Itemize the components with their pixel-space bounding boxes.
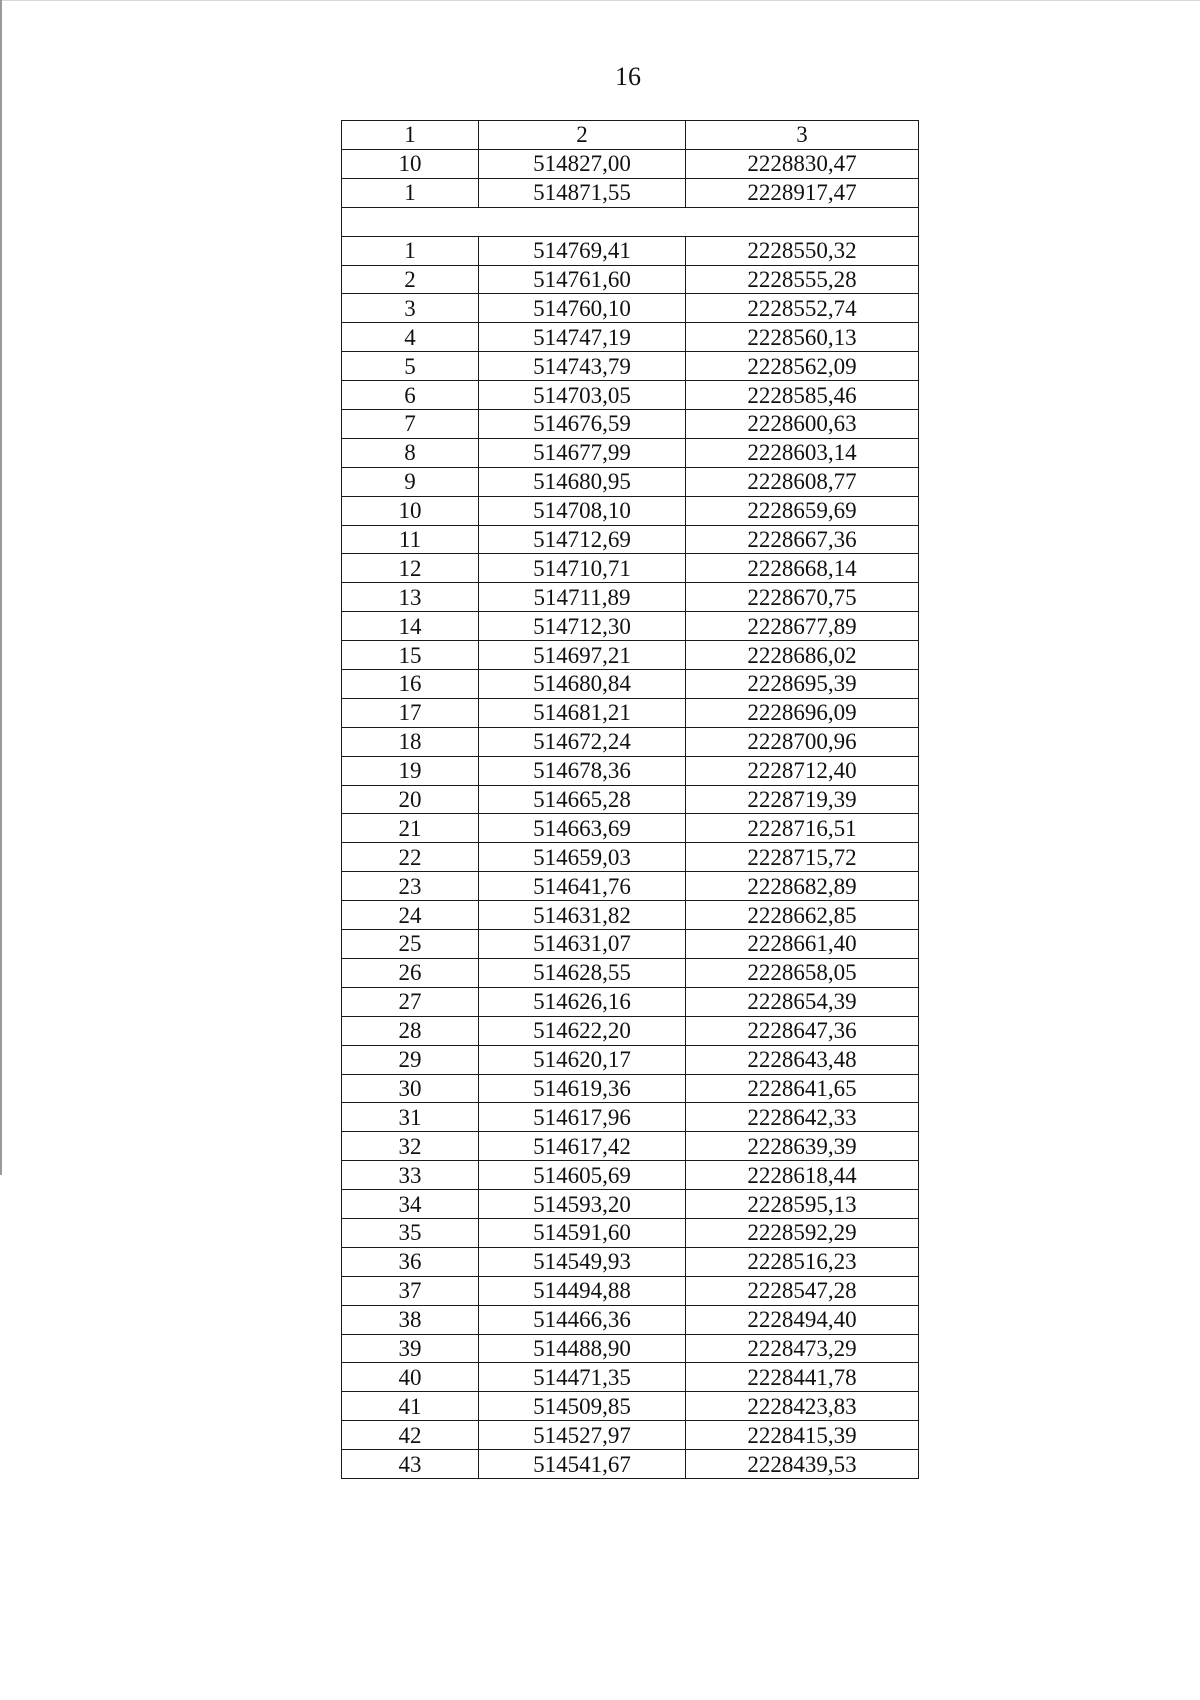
table-row <box>342 1392 919 1421</box>
point-number-cell: 1 <box>342 178 479 207</box>
table-row <box>342 670 919 699</box>
y-coordinate-cell: 2228547,28 <box>686 1276 919 1305</box>
y-coordinate-cell: 2228595,13 <box>686 1190 919 1219</box>
table-row <box>342 1363 919 1392</box>
y-coordinate-cell: 2228608,77 <box>686 467 919 496</box>
x-coordinate-cell: 514619,36 <box>479 1074 686 1103</box>
table-row <box>342 756 919 785</box>
point-number-cell: 8 <box>342 438 479 467</box>
point-number-cell: 20 <box>342 785 479 814</box>
point-number-cell: 32 <box>342 1132 479 1161</box>
x-coordinate-cell: 514761,60 <box>479 265 686 294</box>
table-row <box>342 1450 919 1479</box>
point-number-cell: 15 <box>342 641 479 670</box>
y-coordinate-cell: 2228716,51 <box>686 814 919 843</box>
x-coordinate-cell: 514871,55 <box>479 178 686 207</box>
page-number: 16 <box>615 62 641 91</box>
point-number-cell: 22 <box>342 843 479 872</box>
point-number-cell: 24 <box>342 901 479 930</box>
y-coordinate-cell: 2228686,02 <box>686 641 919 670</box>
y-coordinate-cell: 2228677,89 <box>686 612 919 641</box>
point-number-cell: 43 <box>342 1450 479 1479</box>
y-coordinate-cell: 2228643,48 <box>686 1045 919 1074</box>
point-number-cell: 36 <box>342 1247 479 1276</box>
point-number-cell: 41 <box>342 1392 479 1421</box>
table-row <box>342 785 919 814</box>
table-row <box>342 438 919 467</box>
y-coordinate-cell: 2228662,85 <box>686 901 919 930</box>
x-coordinate-cell: 514663,69 <box>479 814 686 843</box>
y-coordinate-cell: 2228642,33 <box>686 1103 919 1132</box>
y-coordinate-cell: 2228715,72 <box>686 843 919 872</box>
point-number-cell: 18 <box>342 727 479 756</box>
table-row <box>342 583 919 612</box>
x-coordinate-cell: 514711,89 <box>479 583 686 612</box>
x-coordinate-cell: 514827,00 <box>479 149 686 178</box>
y-coordinate-cell: 2228658,05 <box>686 958 919 987</box>
point-number-cell: 33 <box>342 1161 479 1190</box>
x-coordinate-cell: 514712,30 <box>479 612 686 641</box>
x-coordinate-cell: 514678,36 <box>479 756 686 785</box>
x-coordinate-cell: 514703,05 <box>479 381 686 410</box>
table-row <box>342 265 919 294</box>
table-row <box>342 641 919 670</box>
y-coordinate-cell: 2228552,74 <box>686 294 919 323</box>
x-coordinate-cell: 514672,24 <box>479 727 686 756</box>
x-coordinate-cell: 514471,35 <box>479 1363 686 1392</box>
table-row <box>342 1045 919 1074</box>
x-coordinate-cell: 514617,42 <box>479 1132 686 1161</box>
y-coordinate-cell: 2228917,47 <box>686 178 919 207</box>
table-row <box>342 1074 919 1103</box>
x-coordinate-cell: 514708,10 <box>479 496 686 525</box>
table-row <box>342 1247 919 1276</box>
table-row <box>342 1421 919 1450</box>
table-row <box>342 410 919 439</box>
table-row <box>342 554 919 583</box>
header-cell-x: 2 <box>479 121 686 150</box>
y-coordinate-cell: 2228550,32 <box>686 236 919 265</box>
scan-edge-left <box>0 0 2 1175</box>
x-coordinate-cell: 514680,95 <box>479 467 686 496</box>
table-row <box>342 1218 919 1247</box>
x-coordinate-cell: 514676,59 <box>479 410 686 439</box>
y-coordinate-cell: 2228639,39 <box>686 1132 919 1161</box>
y-coordinate-cell: 2228603,14 <box>686 438 919 467</box>
x-coordinate-cell: 514488,90 <box>479 1334 686 1363</box>
x-coordinate-cell: 514494,88 <box>479 1276 686 1305</box>
y-coordinate-cell: 2228668,14 <box>686 554 919 583</box>
y-coordinate-cell: 2228719,39 <box>686 785 919 814</box>
y-coordinate-cell: 2228439,53 <box>686 1450 919 1479</box>
table-row <box>342 1334 919 1363</box>
point-number-cell: 34 <box>342 1190 479 1219</box>
table-row <box>342 323 919 352</box>
x-coordinate-cell: 514659,03 <box>479 843 686 872</box>
point-number-cell: 27 <box>342 987 479 1016</box>
y-coordinate-cell: 2228600,63 <box>686 410 919 439</box>
table-row <box>342 987 919 1016</box>
x-coordinate-cell: 514509,85 <box>479 1392 686 1421</box>
y-coordinate-cell: 2228654,39 <box>686 987 919 1016</box>
header-cell-y: 3 <box>686 121 919 150</box>
y-coordinate-cell: 2228667,36 <box>686 525 919 554</box>
table-row <box>342 149 919 178</box>
table-row <box>342 178 919 207</box>
point-number-cell: 19 <box>342 756 479 785</box>
point-number-cell: 37 <box>342 1276 479 1305</box>
y-coordinate-cell: 2228585,46 <box>686 381 919 410</box>
table-row <box>342 1161 919 1190</box>
x-coordinate-cell: 514620,17 <box>479 1045 686 1074</box>
table-row <box>342 1305 919 1334</box>
table-row <box>342 496 919 525</box>
y-coordinate-cell: 2228441,78 <box>686 1363 919 1392</box>
table-row <box>342 1276 919 1305</box>
y-coordinate-cell: 2228647,36 <box>686 1016 919 1045</box>
x-coordinate-cell: 514697,21 <box>479 641 686 670</box>
table-row <box>342 698 919 727</box>
point-number-cell: 17 <box>342 698 479 727</box>
point-number-cell: 11 <box>342 525 479 554</box>
x-coordinate-cell: 514681,21 <box>479 698 686 727</box>
table-row <box>342 612 919 641</box>
x-coordinate-cell: 514541,67 <box>479 1450 686 1479</box>
x-coordinate-cell: 514631,82 <box>479 901 686 930</box>
y-coordinate-cell: 2228560,13 <box>686 323 919 352</box>
x-coordinate-cell: 514641,76 <box>479 872 686 901</box>
x-coordinate-cell: 514677,99 <box>479 438 686 467</box>
y-coordinate-cell: 2228659,69 <box>686 496 919 525</box>
x-coordinate-cell: 514760,10 <box>479 294 686 323</box>
x-coordinate-cell: 514591,60 <box>479 1218 686 1247</box>
y-coordinate-cell: 2228618,44 <box>686 1161 919 1190</box>
point-number-cell: 9 <box>342 467 479 496</box>
point-number-cell: 35 <box>342 1218 479 1247</box>
y-coordinate-cell: 2228494,40 <box>686 1305 919 1334</box>
point-number-cell: 2 <box>342 265 479 294</box>
table-row <box>342 525 919 554</box>
x-coordinate-cell: 514631,07 <box>479 930 686 959</box>
y-coordinate-cell: 2228555,28 <box>686 265 919 294</box>
x-coordinate-cell: 514617,96 <box>479 1103 686 1132</box>
point-number-cell: 25 <box>342 930 479 959</box>
point-number-cell: 3 <box>342 294 479 323</box>
table-row <box>342 352 919 381</box>
y-coordinate-cell: 2228592,29 <box>686 1218 919 1247</box>
x-coordinate-cell: 514628,55 <box>479 958 686 987</box>
table-row <box>342 236 919 265</box>
x-coordinate-cell: 514769,41 <box>479 236 686 265</box>
y-coordinate-cell: 2228516,23 <box>686 1247 919 1276</box>
coordinates-table-body <box>342 121 919 1479</box>
table-header-row <box>342 121 919 150</box>
table-row <box>342 814 919 843</box>
point-number-cell: 38 <box>342 1305 479 1334</box>
x-coordinate-cell: 514712,69 <box>479 525 686 554</box>
y-coordinate-cell: 2228670,75 <box>686 583 919 612</box>
point-number-cell: 10 <box>342 149 479 178</box>
x-coordinate-cell: 514710,71 <box>479 554 686 583</box>
table-row <box>342 843 919 872</box>
point-number-cell: 1 <box>342 236 479 265</box>
table-row <box>342 1103 919 1132</box>
table-row <box>342 467 919 496</box>
x-coordinate-cell: 514593,20 <box>479 1190 686 1219</box>
point-number-cell: 4 <box>342 323 479 352</box>
y-coordinate-cell: 2228682,89 <box>686 872 919 901</box>
table-row <box>342 1190 919 1219</box>
table-row <box>342 958 919 987</box>
x-coordinate-cell: 514605,69 <box>479 1161 686 1190</box>
coordinates-table <box>341 120 919 1479</box>
point-number-cell: 5 <box>342 352 479 381</box>
y-coordinate-cell: 2228423,83 <box>686 1392 919 1421</box>
header-cell-point-number: 1 <box>342 121 479 150</box>
y-coordinate-cell: 2228830,47 <box>686 149 919 178</box>
x-coordinate-cell: 514622,20 <box>479 1016 686 1045</box>
point-number-cell: 40 <box>342 1363 479 1392</box>
table-row <box>342 1132 919 1161</box>
x-coordinate-cell: 514466,36 <box>479 1305 686 1334</box>
point-number-cell: 26 <box>342 958 479 987</box>
point-number-cell: 12 <box>342 554 479 583</box>
point-number-cell: 23 <box>342 872 479 901</box>
point-number-cell: 10 <box>342 496 479 525</box>
y-coordinate-cell: 2228473,29 <box>686 1334 919 1363</box>
point-number-cell: 28 <box>342 1016 479 1045</box>
point-number-cell: 30 <box>342 1074 479 1103</box>
x-coordinate-cell: 514549,93 <box>479 1247 686 1276</box>
y-coordinate-cell: 2228415,39 <box>686 1421 919 1450</box>
scan-edge-top <box>0 0 1200 1</box>
x-coordinate-cell: 514680,84 <box>479 670 686 699</box>
y-coordinate-cell: 2228661,40 <box>686 930 919 959</box>
y-coordinate-cell: 2228695,39 <box>686 670 919 699</box>
table-row <box>342 930 919 959</box>
y-coordinate-cell: 2228562,09 <box>686 352 919 381</box>
y-coordinate-cell: 2228641,65 <box>686 1074 919 1103</box>
x-coordinate-cell: 514527,97 <box>479 1421 686 1450</box>
point-number-cell: 29 <box>342 1045 479 1074</box>
section-separator-cell <box>342 207 919 236</box>
point-number-cell: 42 <box>342 1421 479 1450</box>
point-number-cell: 14 <box>342 612 479 641</box>
point-number-cell: 39 <box>342 1334 479 1363</box>
point-number-cell: 13 <box>342 583 479 612</box>
table-row <box>342 381 919 410</box>
point-number-cell: 21 <box>342 814 479 843</box>
point-number-cell: 31 <box>342 1103 479 1132</box>
y-coordinate-cell: 2228696,09 <box>686 698 919 727</box>
table-row <box>342 872 919 901</box>
x-coordinate-cell: 514743,79 <box>479 352 686 381</box>
x-coordinate-cell: 514747,19 <box>479 323 686 352</box>
y-coordinate-cell: 2228700,96 <box>686 727 919 756</box>
point-number-cell: 6 <box>342 381 479 410</box>
table-row <box>342 727 919 756</box>
section-separator-row <box>342 207 919 236</box>
y-coordinate-cell: 2228712,40 <box>686 756 919 785</box>
point-number-cell: 16 <box>342 670 479 699</box>
table-row <box>342 294 919 323</box>
table-row <box>342 901 919 930</box>
table-row <box>342 1016 919 1045</box>
point-number-cell: 7 <box>342 410 479 439</box>
x-coordinate-cell: 514626,16 <box>479 987 686 1016</box>
x-coordinate-cell: 514665,28 <box>479 785 686 814</box>
